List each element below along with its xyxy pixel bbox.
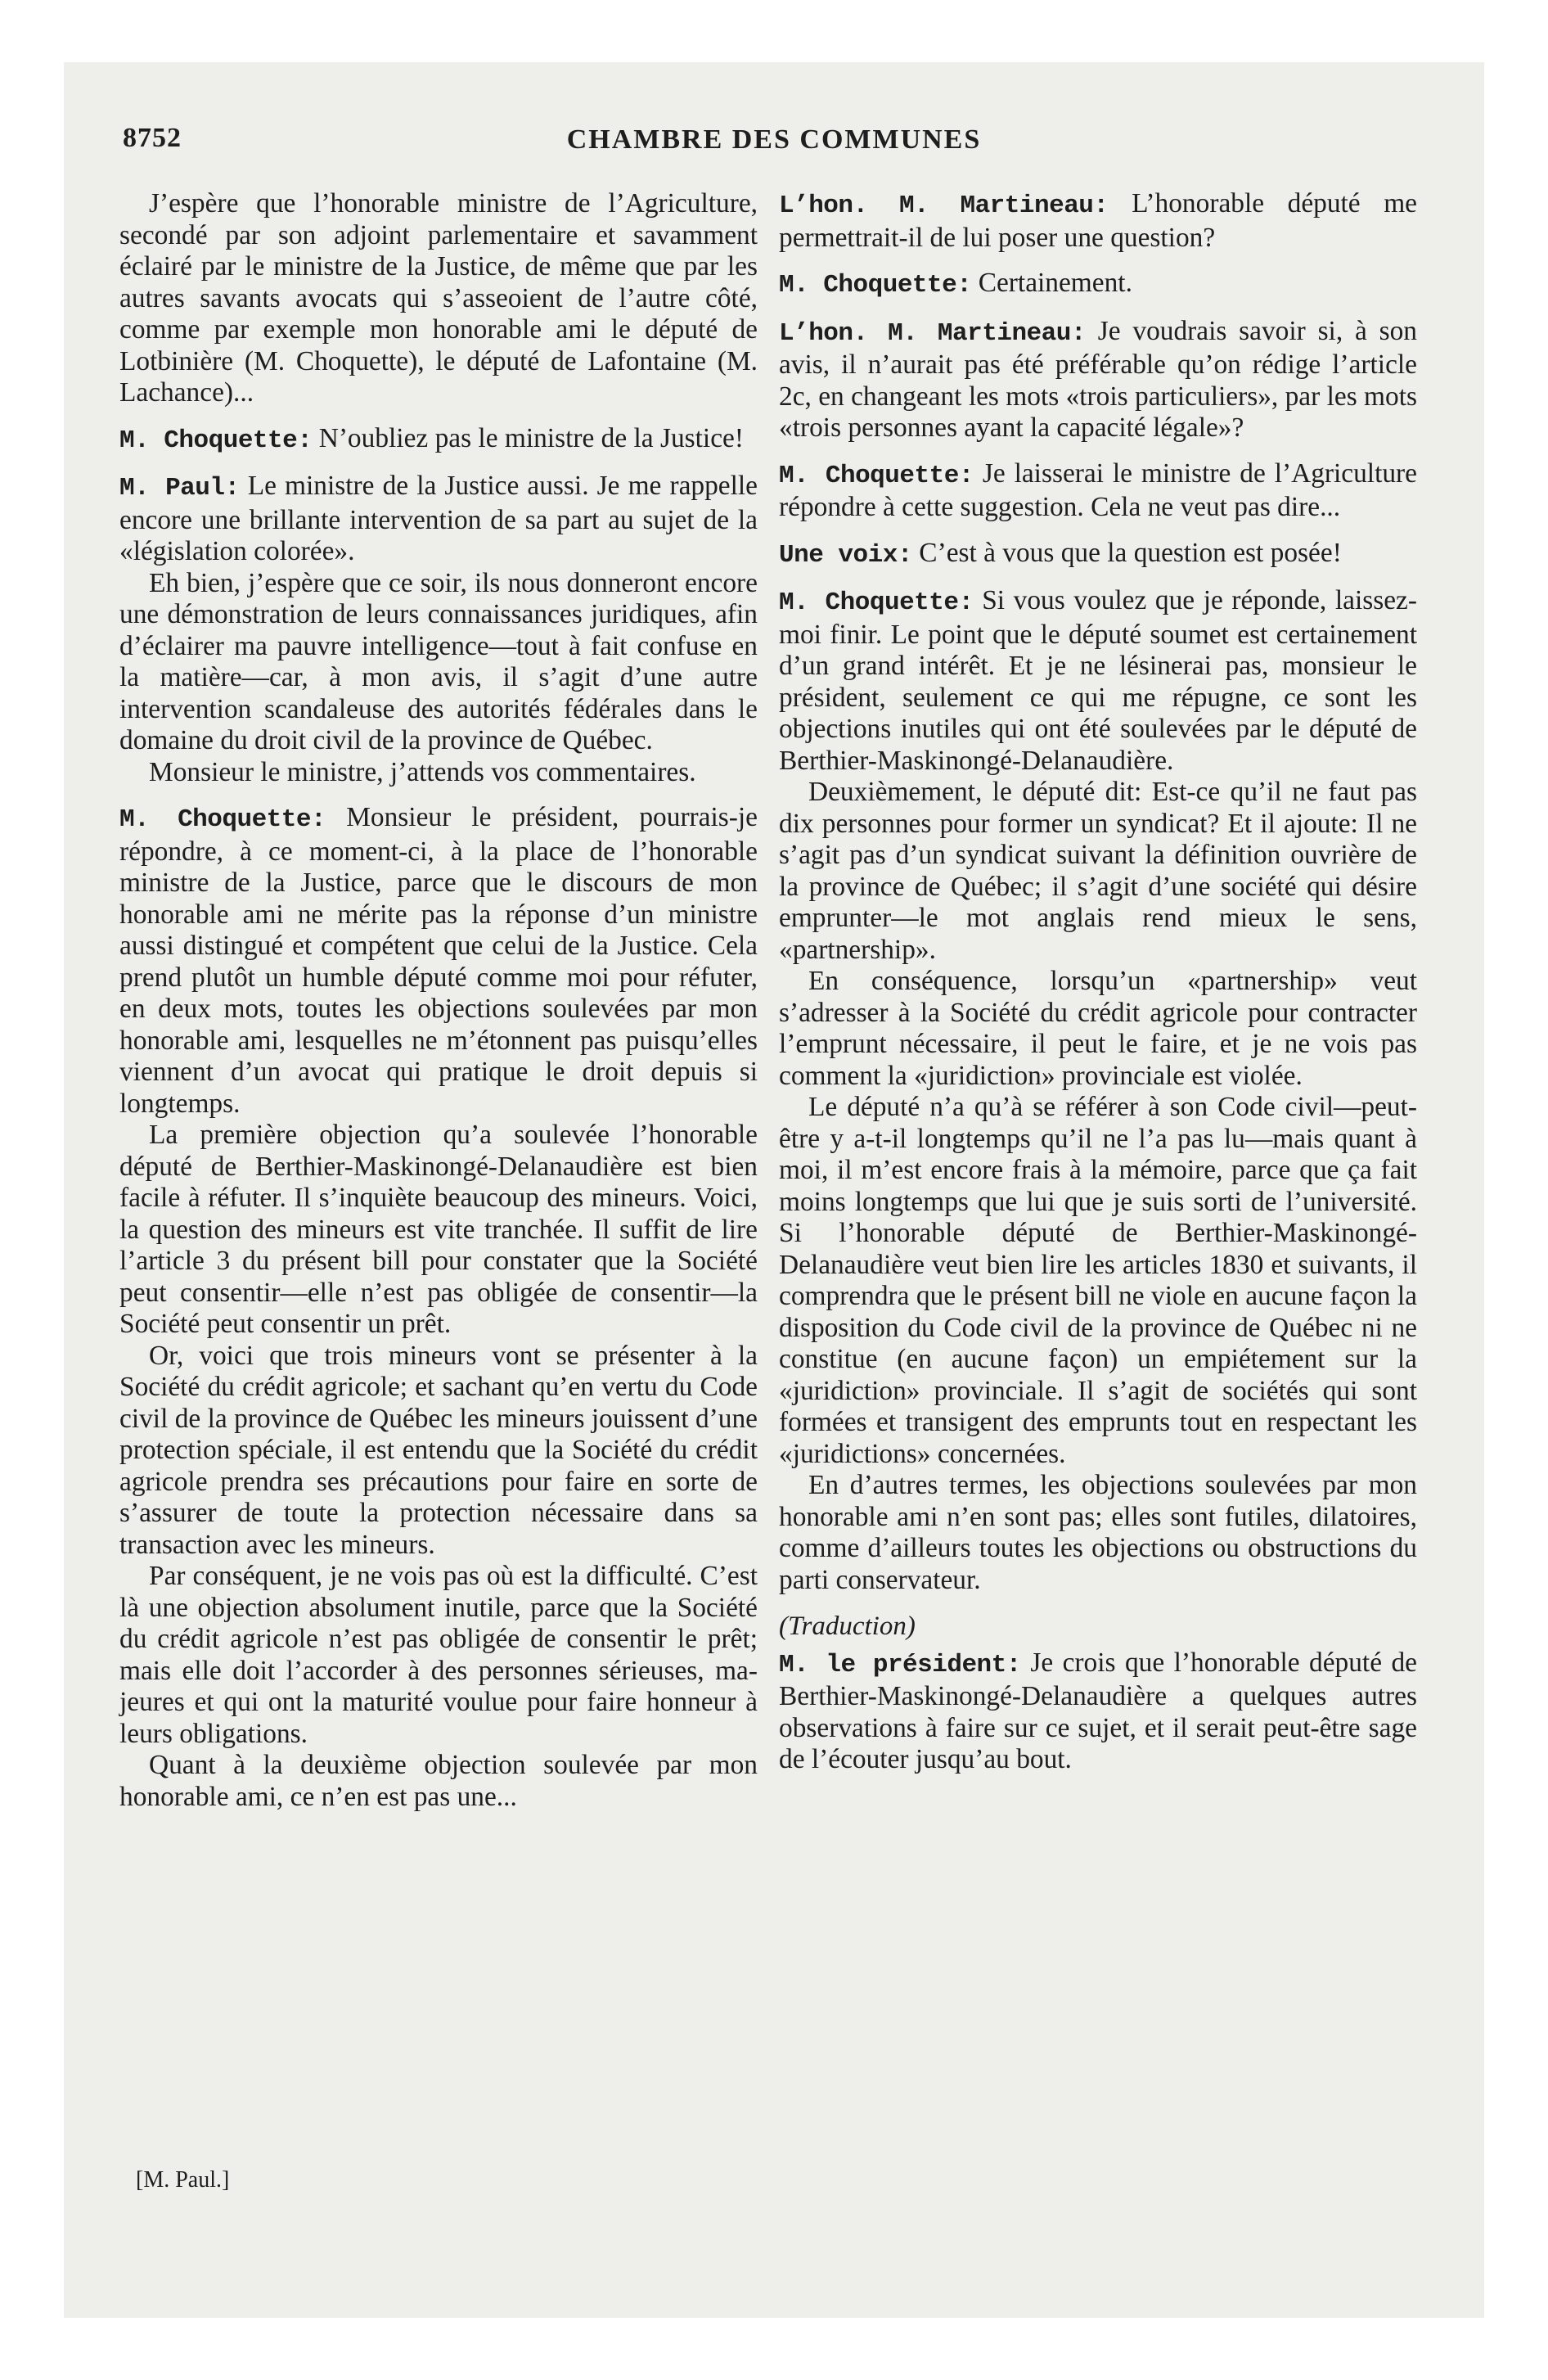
speech-text: Je voudrais savoir si, à son avis, il n’aurait pas été préférable qu’on rédige l’article 2c, en changeant les mots «trois particuliers», par les mots «trois personnes ayant la capacité légale»? <box>779 315 1417 443</box>
paragraph-text: Quant à la deuxième objection soulevée par mon honorable ami, ce n’en est pas une... <box>119 1750 758 1812</box>
paragraph <box>779 777 1417 966</box>
paragraph-text: En d’autres termes, les objections soulevées par mon honorable ami n’en sont pas; elles sont futiles, dilatoires, comme d’ailleurs toutes les objections ou obstructions du parti conservateur. <box>779 1470 1417 1595</box>
paragraph <box>119 568 758 757</box>
speaker-name: M. Choquette: <box>119 805 326 834</box>
speaker-name: M. Choquette: <box>779 588 974 617</box>
speaker-name: L’hon. M. Martineau: <box>779 318 1086 348</box>
speaker-name: M. le président: <box>779 1650 1021 1679</box>
speech <box>779 316 1417 444</box>
speech <box>779 585 1417 777</box>
speaker-name: M. Choquette: <box>779 461 974 490</box>
translation-label: (Traduction) <box>779 1611 916 1641</box>
paragraph-text: La première objection qu’a soulevée l’honorable député de Berthier-Maskinongé-Delanaudière est bien facile à réfuter. Il s’inquiète beaucoup des mineurs. Voici, la question des mineurs est vite tranchée. Il suffit de lire l’article 3 du présent bill pour constater que la Société peut consentir—elle n’est pas obligée de consentir—la Société peut consentir un prêt. <box>119 1120 758 1339</box>
paragraph <box>119 757 758 789</box>
paragraph-text: Or, voici que trois mineurs vont se présenter à la Société du crédit agricole; et sachant qu’en vertu du Code civil de la province de Québec les mineurs jouissent d’une protection spéciale, il est entendu que la Société du crédit agricole prendra ses précautions pour faire en sorte de s’assurer de toute la protection nécessaire dans sa transaction avec les mineurs. <box>119 1340 758 1560</box>
paragraph-text: En conséquence, lorsqu’un «partnership» veut s’adresser à la Société du crédit agricole pour contracter l’emprunt nécessaire, il peut le faire, et je ne vois pas comment la «juridiction» provinciale est violée. <box>779 966 1417 1091</box>
paragraph-text: Le député n’a qu’à se référer à son Code civil—peut-être y a-t-il longtemps qu’il ne l’a pas lu—mais quant à moi, il m’est encore frais à la mémoire, parce que ça fait moins longtemps que lui que je suis sorti de l’université. Si l’honorable député de Berthier-Maskinongé-Delanaudière veut bien lire les articles 1830 et suivants, il comprendra que le présent bill ne viole en aucune façon la disposition du Code civil de la province de Québec ni ne constitue (en aucune façon) un empiétement sur la «juridiction» provinciale. Il s’agit de sociétés qui sont formées et transigent des emprunts tout en respectant les «juridictions» concernées. <box>779 1092 1417 1469</box>
speech-text: Certainement. <box>978 268 1132 298</box>
speech-text: Monsieur le président, pourrais-je répondre, à ce moment-ci, à la place de l’honorable ministre de la Justice, parce que le discours de mon honorable ami ne mérite pas la réponse d’un ministre aussi distingué et compétent que celui de la Justice. Cela prend plutôt un humble député comme moi pour réfuter, en deux mots, toutes les objections soulevées par mon honorable ami, lesquelles ne m’étonnent pas puisqu’elles viennent d’un avocat qui pratique le droit depuis si longtemps. <box>119 802 758 1119</box>
paragraph-text: Monsieur le ministre, j’attends vos commentaires. <box>149 756 696 787</box>
speech <box>779 268 1417 302</box>
paragraph <box>779 966 1417 1092</box>
speech-text: L’honorable député me permettrait-il de lui poser une question? <box>779 188 1417 253</box>
paragraph <box>779 1470 1417 1596</box>
speech-text: Je crois que l’honorable député de Berthier-Maskinongé-Delanaudière a quelques autres observations à faire sur ce sujet, et il serait peut-être sage de l’écouter jusqu’au bout. <box>779 1647 1417 1774</box>
speech <box>779 188 1417 254</box>
speaker-name: M. Choquette: <box>779 271 972 300</box>
speech <box>779 458 1417 524</box>
speech-text: Le ministre de la Justice aussi. Je me rappelle encore une brillante intervention de sa part au sujet de la «législation colorée». <box>119 471 758 566</box>
speech-text: N’oubliez pas le ministre de la Justice! <box>318 422 744 453</box>
paragraph <box>119 1341 758 1562</box>
speech <box>119 802 758 1120</box>
paragraph-text: J’espère que l’honorable ministre de l’Agriculture, secondé par son adjoint parlementaire et savamment éclairé par le ministre de la Justice, de même que par les autres savants avocats qui s’asseoient de l’autre côté, comme par exemple mon honorable ami le député de Lotbinière (M. Choquette), le député de Lafontaine (M. Lachance)... <box>119 188 758 408</box>
right-column <box>779 188 1417 1776</box>
speech <box>119 423 758 458</box>
paragraph <box>119 1750 758 1813</box>
paragraph-text: Par conséquent, je ne vois pas où est la difficulté. C’est là une objection absolument inutile, parce que la Société du crédit agricole n’est pas obligée de consentir le prêt; mais elle doit l’accorder à des personnes sérieuses, majeures et qui ont la maturité voulue pour faire honneur à leurs obligations. <box>119 1561 758 1749</box>
speaker-name: Une voix: <box>779 540 912 570</box>
speech <box>119 471 758 568</box>
paragraph-text: Deuxièmement, le député dit: Est-ce qu’il ne faut pas dix personnes pour former un syndicat? Et il ajoute: Il ne s’agit pas d’un syndicat suivant la définition ouvrière de la province de Québec; il s’agit d’une société qui désire emprunter—le mot anglais rend mieux le sens, «partnership». <box>779 777 1417 965</box>
running-head: CHAMBRE DES COMMUNES <box>566 124 982 155</box>
paragraph <box>119 1120 758 1341</box>
speech-text: C’est à vous que la question est posée! <box>919 537 1342 568</box>
folio: [M. Paul.] <box>136 2167 230 2193</box>
speaker-name: L’hon. M. Martineau: <box>779 192 1109 220</box>
page-number: 8752 <box>123 123 182 153</box>
paragraph <box>119 1561 758 1750</box>
speech-text: Je laisserai le ministre de l’Agriculture répondre à cette suggestion. Cela ne veut pas dire... <box>779 458 1417 522</box>
speech <box>779 538 1417 572</box>
paragraph <box>119 188 758 409</box>
speech <box>779 1648 1417 1776</box>
speaker-name: M. Paul: <box>119 474 240 503</box>
speaker-name: M. Choquette: <box>119 426 313 455</box>
paragraph <box>779 1092 1417 1470</box>
paragraph-text: Eh bien, j’espère que ce soir, ils nous donneront encore une démonstration de leurs connaissances juridiques, afin d’éclairer ma pauvre intelligence—tout à fait confuse en la matière—car, à mon avis, il s’agit d’une autre intervention scandaleuse des autorités fédérales dans le domaine du droit civil de la province de Québec. <box>119 567 758 755</box>
speech-text: Si vous voulez que je réponde, laissez-moi finir. Le point que le député soumet est certainement d’un grand intérêt. Et je ne lésinerai pas, monsieur le président, seulement ce qui me répugne, ce sont les objections inutiles qui ont été soulevées par le député de Berthier-Maskinongé-Delanaudière. <box>779 585 1417 776</box>
left-column <box>119 188 758 1813</box>
